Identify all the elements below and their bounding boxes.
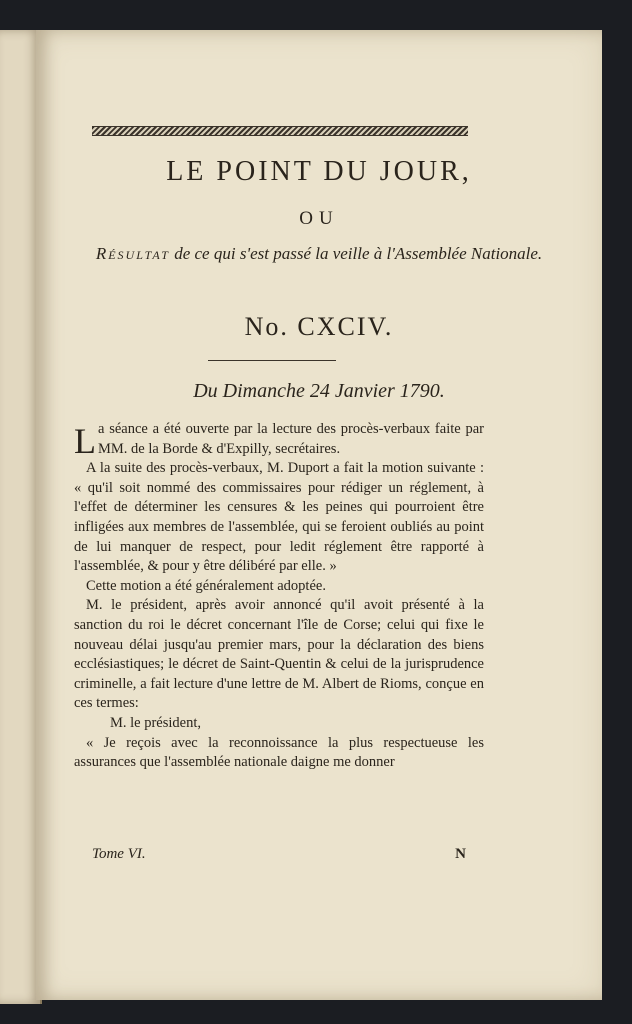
paragraph-1 <box>74 420 484 459</box>
drop-cap: L <box>74 421 96 461</box>
subtitle-lead: Résultat <box>95 244 170 263</box>
paragraph-2: A la suite des procès-verbaux, M. Duport a fait la motion suivante : « qu'il soit nommé des commissaires pour rédiger un réglement, à l'effet de déterminer les censures & les peines qui pourroient être infligées aux membres de l'assemblée, qui se feroient oubliés au point de lui manquer de respect, pour ledit réglement être rapporté à l'assemblée, & pour y être délibéré par elle. » <box>74 460 484 575</box>
subtitle-rest: de ce qui s'est passé la veille à l'Assemblée Nationale. <box>174 244 543 263</box>
book-page <box>36 30 602 1000</box>
issue-date: Du Dimanche 24 Janvier 1790. <box>193 380 445 402</box>
page-footer <box>92 846 472 863</box>
paragraph-1-text: a séance a été ouverte par la lecture des procès-verbaux faite par MM. de la Borde & d'Expilly, secrétaires. <box>98 421 484 457</box>
signature-mark: N <box>455 846 466 862</box>
page-title: LE POINT DU JOUR, <box>166 156 472 187</box>
title-conjunction: OU <box>299 208 339 229</box>
paragraph-4: M. le président, après avoir annoncé qu'il avoit présenté à la sanction du roi le décret concernant l'île de Corse; celui qui fixe le nouveau délai jusqu'au premier mars, pour la déclaration des biens ecclésiastiques; le décret de Saint-Quentin & celui de la jurisprudence criminelle, a fait lecture d'une lettre de M. Albert de Rioms, conçue en ces termes: <box>74 597 484 712</box>
paragraph-5: M. le président, <box>110 714 202 731</box>
article-body <box>74 420 484 773</box>
subtitle <box>76 242 562 266</box>
ornamental-rule <box>92 126 468 136</box>
volume-label: Tome VI. <box>92 846 146 862</box>
paragraph-6: « Je reçois avec la reconnoissance la plus respectueuse les assurances que l'assemblée nationale daigne me donner <box>74 734 484 771</box>
divider-rule <box>208 360 336 361</box>
paragraph-3: Cette motion a été généralement adoptée. <box>86 577 326 594</box>
issue-number: No. CXCIV. <box>244 312 394 341</box>
